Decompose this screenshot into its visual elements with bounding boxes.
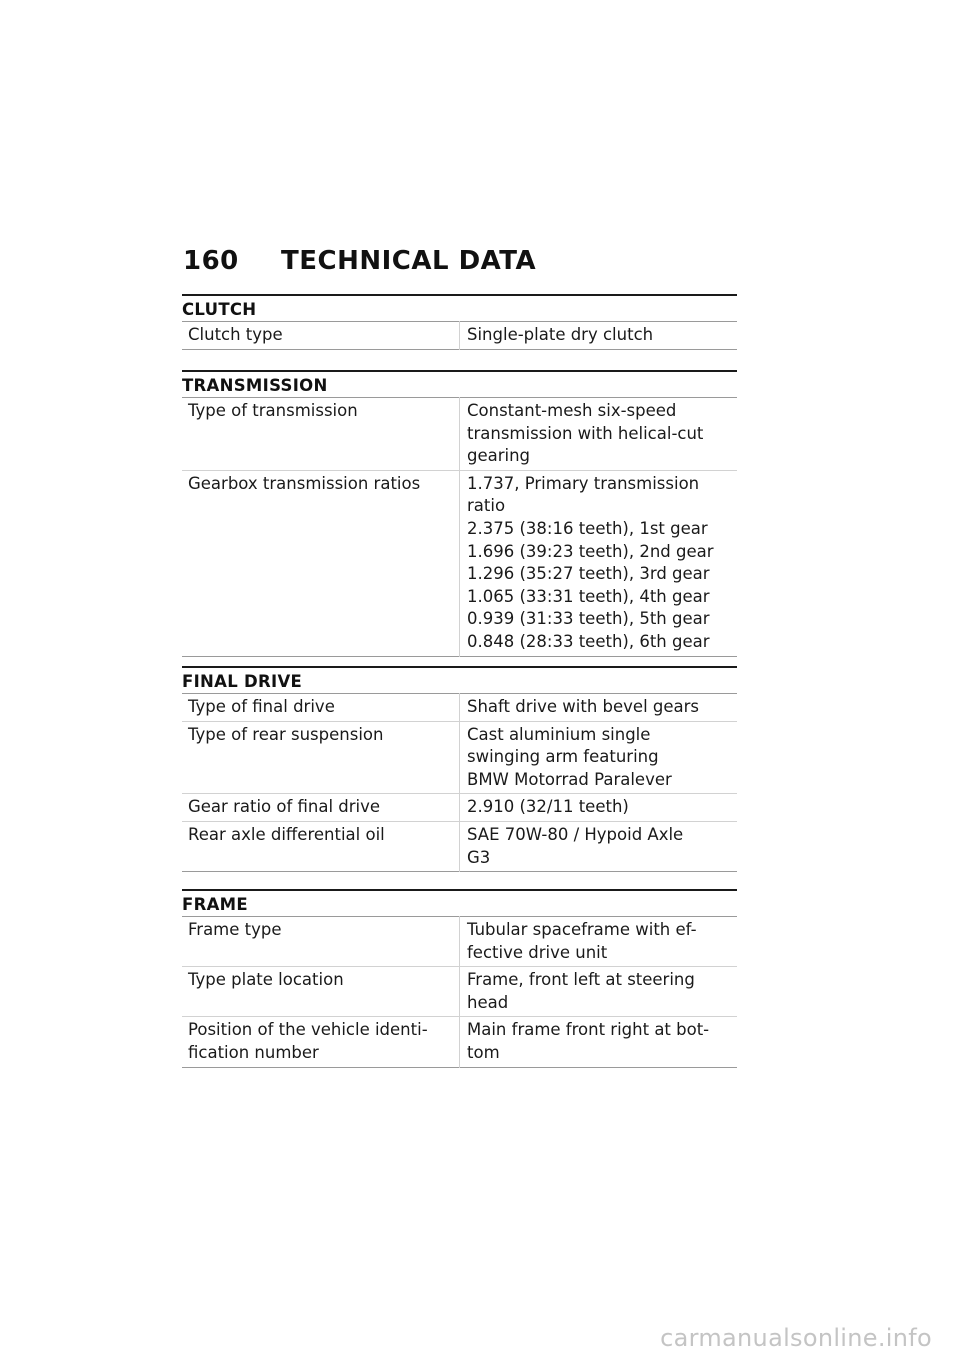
value-line: 1.696 (39:23 teeth), 2nd gear [467, 541, 714, 561]
value-line: 1.296 (35:27 teeth), 3rd gear [467, 564, 710, 584]
section-title: FRAME [182, 889, 737, 916]
spec-value [460, 821, 738, 871]
spec-value [460, 398, 738, 471]
spec-label [182, 322, 460, 350]
spec-table [182, 916, 737, 1068]
label-line: Frame type [188, 920, 282, 939]
table-row [182, 821, 737, 871]
value-line: 0.848 (28:33 teeth), 6th gear [467, 631, 710, 651]
spec-label [182, 821, 460, 871]
value-line: ratio [467, 496, 506, 516]
value-line: Frame, front left at steering [467, 970, 695, 990]
watermark: carmanualsonline.info [660, 1324, 932, 1352]
value-line: fective drive unit [467, 942, 608, 962]
table-row [182, 694, 737, 722]
table-row [182, 322, 737, 350]
value-line: 2.375 (38:16 teeth), 1st gear [467, 518, 708, 538]
table-row [182, 917, 737, 967]
section-title: TRANSMISSION [182, 370, 737, 397]
spec-value [460, 917, 738, 967]
label-line: Type plate location [188, 970, 344, 990]
value-line: Cast aluminium single [467, 724, 651, 744]
table-row [182, 967, 737, 1017]
value-line: Shaft drive with bevel gears [467, 697, 700, 716]
spec-label [182, 470, 460, 656]
page-title: TECHNICAL DATA [281, 246, 537, 276]
spec-value [460, 1017, 738, 1067]
section-clutch [182, 294, 737, 350]
label-line: Gear ratio of final drive [188, 797, 381, 817]
section-final-drive [182, 666, 737, 872]
spec-table [182, 693, 737, 872]
table-row [182, 1017, 737, 1067]
label-line: fication number [188, 1042, 319, 1062]
value-line: head [467, 992, 509, 1012]
value-line: Single-plate dry clutch [467, 325, 654, 344]
value-line: 1.737, Primary transmission [467, 473, 700, 493]
value-line: gearing [467, 446, 531, 466]
table-row [182, 721, 737, 794]
table-row [182, 398, 737, 471]
spec-value [460, 721, 738, 794]
label-line: Rear axle differential oil [188, 824, 385, 844]
spec-label [182, 694, 460, 722]
label-line: Clutch type [188, 325, 283, 344]
value-line: swinging arm featuring [467, 747, 659, 767]
value-line: tom [467, 1042, 500, 1062]
label-line: Type of final drive [188, 697, 335, 716]
spec-table [182, 321, 737, 350]
spec-table [182, 397, 737, 657]
value-line: 1.065 (33:31 teeth), 4th gear [467, 586, 710, 606]
value-line: BMW Motorrad Paralever [467, 769, 672, 789]
spec-label [182, 917, 460, 967]
section-transmission [182, 370, 737, 657]
label-line: Position of the vehicle identi- [188, 1020, 428, 1040]
spec-label [182, 721, 460, 794]
spec-value [460, 470, 738, 656]
spec-label [182, 1017, 460, 1067]
label-line: Type of rear suspension [188, 724, 384, 744]
value-line: transmission with helical-cut [467, 423, 704, 443]
page-header [183, 246, 536, 276]
spec-value [460, 967, 738, 1017]
value-line: G3 [467, 847, 491, 867]
value-line: 2.910 (32/11 teeth) [467, 797, 629, 817]
spec-label [182, 794, 460, 822]
table-row [182, 794, 737, 822]
section-title: FINAL DRIVE [182, 666, 737, 693]
spec-label [182, 398, 460, 471]
label-line: Gearbox transmission ratios [188, 473, 421, 493]
value-line: SAE 70W-80 / Hypoid Axle [467, 824, 684, 844]
spec-value [460, 794, 738, 822]
spec-value [460, 322, 738, 350]
value-line: 0.939 (31:33 teeth), 5th gear [467, 609, 710, 629]
value-line: Tubular spaceframe with ef- [467, 920, 697, 939]
value-line: Constant-mesh six-speed [467, 401, 677, 420]
label-line: Type of transmission [188, 401, 358, 420]
spec-label [182, 967, 460, 1017]
value-line: Main frame front right at bot- [467, 1020, 710, 1040]
section-title: CLUTCH [182, 294, 737, 321]
table-row [182, 470, 737, 656]
page-number: 160 [183, 246, 239, 276]
section-frame [182, 889, 737, 1068]
spec-value [460, 694, 738, 722]
